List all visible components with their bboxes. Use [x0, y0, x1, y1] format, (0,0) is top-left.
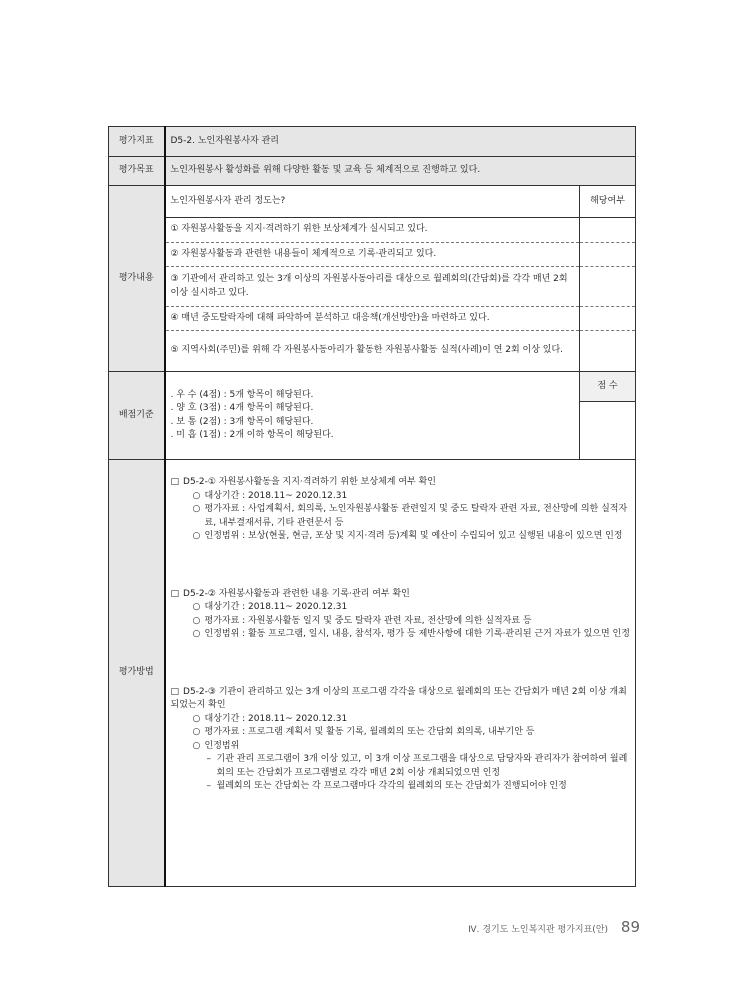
check-header: 해당여부: [580, 186, 636, 218]
criteria-average: . 보 통 (2점) : 3개 항목이 해당된다.: [170, 416, 314, 427]
content-item-3: ③ 기관에서 관리하고 있는 3개 이상의 자원봉사동아리를 대상으로 월례회의(간담회)를 각각 매년 2회 이상 실시하고 있다.: [165, 267, 580, 307]
score-cell[interactable]: [580, 402, 636, 460]
scoring-label: 배점기준: [109, 372, 165, 460]
indicator-label: 평가지표: [109, 127, 165, 157]
method-section-3: [171, 686, 631, 794]
evaluation-table: [108, 126, 636, 887]
method-content: [165, 460, 636, 887]
method-section-2-materials: ○ 평가자료 : 자원봉사활동 일지 및 중도 탈락자 관련 자료, 전산망에 의한 실적자료 등: [183, 615, 631, 629]
criteria-excellent: . 우 수 (4점) : 5개 항목이 해당된다.: [170, 389, 314, 400]
method-section-2-scope: ○ 인정범위 : 활동 프로그램, 일시, 내용, 참석자, 평가 등 제반사항에 대한 기록·관리된 근거 자료가 있으면 인정: [183, 628, 631, 642]
method-section-3-scope-detail-2: – 월례회의 또는 간담회는 각 프로그램마다 각각의 월례회의 또는 간담회가 진행되어야 인정: [183, 780, 631, 794]
method-section-1: [171, 476, 631, 544]
page-number: 89: [620, 918, 640, 936]
method-section-2-period: ○ 대상기간 : 2018.11~ 2020.12.31: [183, 601, 631, 615]
check-cell-5[interactable]: [580, 331, 636, 372]
content-item-row: [109, 267, 636, 307]
content-label: 평가내용: [109, 186, 165, 372]
method-section-3-title: □ D5-2-③ 기관이 관리하고 있는 3개 이상의 프로그램 각각을 대상으로 월례회의 또는 간담회가 매년 2회 이상 개최되었는지 확인: [171, 686, 631, 713]
goal-row: [109, 157, 636, 186]
criteria-good: . 양 호 (3점) : 4개 항목이 해당된다.: [170, 403, 314, 413]
content-question: 노인자원봉사자 관리 정도는?: [165, 186, 580, 218]
method-section-3-materials: ○ 평가자료 : 프로그램 계획서 및 활동 기록, 월례회의 또는 간담회 회의록, 내부기안 등: [183, 726, 631, 740]
content-item-row: [109, 243, 636, 267]
method-section-3-period: ○ 대상기간 : 2018.11~ 2020.12.31: [183, 713, 631, 727]
method-section-2-title: □ D5-2-② 자원봉사활동과 관련한 내용 기록·관리 여부 확인: [171, 588, 631, 602]
method-section-1-materials: ○ 평가자료 : 사업계획서, 회의록, 노인자원봉사활동 관련일지 및 중도 탈락자 관련 자료, 전산망에 의한 실적자료, 내부결재서류, 기타 관련문서 등: [183, 503, 631, 530]
content-item-row: [109, 307, 636, 331]
method-section-1-scope: ○ 인정범위 : 보상(현물, 현금, 포상 및 지지·격려 등)계획 및 예산이 수립되어 있고 실행된 내용이 있으면 인정: [183, 530, 631, 544]
criteria-poor: . 미 흡 (1점) : 2개 이하 항목이 해당된다.: [170, 430, 334, 440]
indicator-row: [109, 127, 636, 157]
footer-chapter-title: Ⅳ. 경기도 노인복지관 평가지표(안): [468, 925, 609, 935]
method-section-3-scope-detail-1: – 기관 관리 프로그램이 3개 이상 있고, 이 3개 이상 프로그램을 대상으로 담당자와 관리자가 참여하여 월례회의 또는 간담회가 프로그램별로 각각 매년 2회 이상 개최되었으면 인정: [183, 753, 631, 780]
scoring-header-row: [109, 372, 636, 402]
check-cell-4[interactable]: [580, 307, 636, 331]
check-cell-2[interactable]: [580, 243, 636, 267]
content-item-1: ① 자원봉사활동을 지지·격려하기 위한 보상체계가 실시되고 있다.: [165, 218, 580, 243]
method-label: 평가방법: [109, 460, 165, 887]
scoring-criteria: [165, 372, 580, 460]
check-cell-3[interactable]: [580, 267, 636, 307]
content-item-4: ④ 매년 중도탈락자에 대해 파악하여 분석하고 대응책(개선방안)을 마련하고 있다.: [165, 307, 580, 331]
method-section-3-scope: ○ 인정범위: [183, 740, 631, 754]
method-section-1-title: □ D5-2-① 자원봉사활동을 지지·격려하기 위한 보상체계 여부 확인: [171, 476, 631, 490]
content-item-row: [109, 331, 636, 372]
check-cell-1[interactable]: [580, 218, 636, 243]
method-section-2: [171, 588, 631, 642]
method-section-1-period: ○ 대상기간 : 2018.11~ 2020.12.31: [183, 490, 631, 504]
indicator-value: D5-2. 노인자원봉사자 관리: [165, 127, 636, 157]
goal-value: 노인자원봉사 활성화를 위해 다양한 활동 및 교육 등 체계적으로 진행하고 있다.: [165, 157, 636, 186]
page-footer: [420, 918, 640, 936]
goal-label: 평가목표: [109, 157, 165, 186]
score-header: 점 수: [580, 372, 636, 402]
content-item-row: [109, 218, 636, 243]
method-row: [109, 460, 636, 887]
content-item-2: ② 자원봉사활동과 관련한 내용들이 체계적으로 기록·관리되고 있다.: [165, 243, 580, 267]
content-header-row: [109, 186, 636, 218]
content-item-5: ⑤ 지역사회(주민)를 위해 각 자원봉사동아리가 활동한 자원봉사활동 실적(사례)이 연 2회 이상 있다.: [165, 331, 580, 372]
